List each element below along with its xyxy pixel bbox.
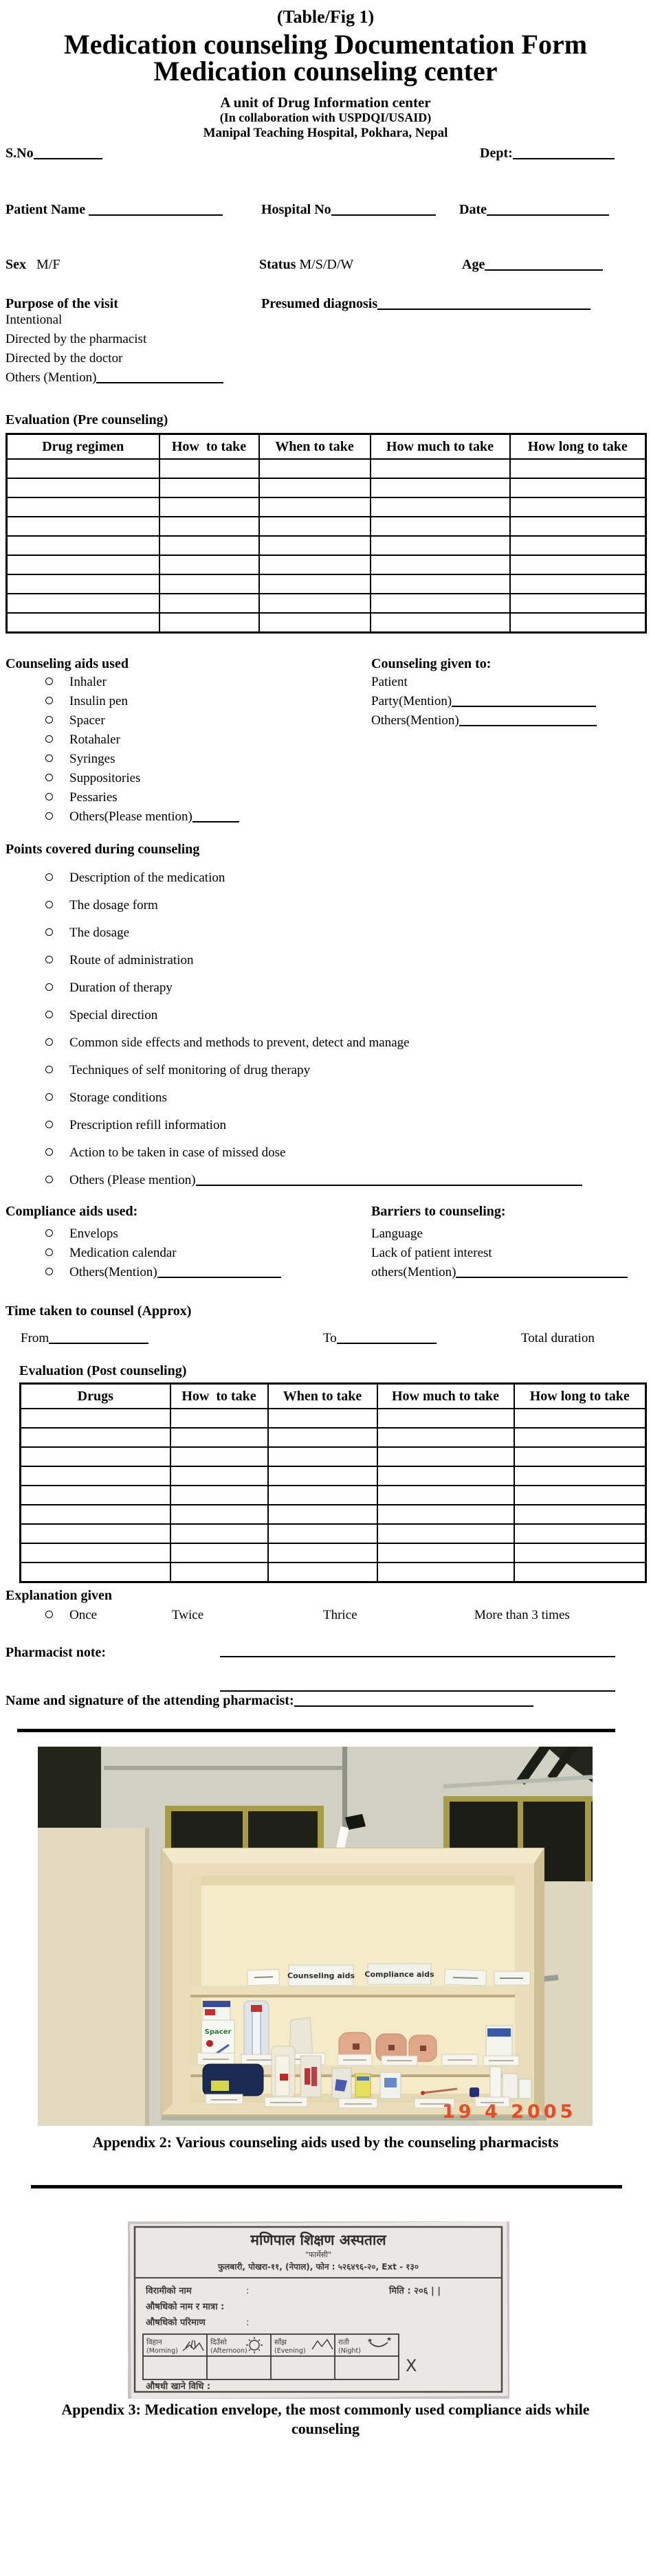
col-drug-regimen: Drug regimen: [7, 434, 159, 460]
circle-bullet-icon: [45, 735, 53, 743]
blue-cap: [470, 2087, 479, 2097]
barriers-title: Barriers to counseling:: [371, 1204, 506, 1219]
sno-label: S.No: [5, 146, 34, 161]
page-title: Medication counseling Documentation Form: [63, 29, 588, 60]
unit-line: A unit of Drug Information center: [220, 94, 431, 111]
point-item-others: Others (Please mention): [45, 1173, 582, 1188]
table-row: [7, 555, 646, 574]
circle-bullet-icon: [45, 793, 53, 800]
explanation-thrice: Thrice: [323, 1608, 357, 1622]
syringe-pack: [300, 2056, 321, 2097]
point-item: Description of the medication: [45, 871, 225, 886]
time-evening-en: (Evening): [274, 2347, 306, 2355]
explanation-title: Explanation given: [5, 1588, 113, 1603]
checklist-item: Inhaler: [45, 675, 107, 690]
appendix3-caption-line1: Appendix 3: Medication envelope, the most commonly used compliance aids while: [61, 2401, 590, 2418]
col-drugs: Drugs: [21, 1384, 170, 1409]
purpose-option: Intentional: [5, 313, 63, 327]
envelope-address: फुलबारी, पोखरा-११, (नेपाल), फोन : ५२६४९६-२०, Ext - १३०: [217, 2262, 419, 2272]
given-to-item: Patient: [371, 675, 408, 689]
checklist-item: Pessaries: [45, 790, 118, 805]
table-row: [7, 497, 646, 517]
envelope-hospital-name: मणिपाल शिक्षण अस्पताल: [250, 2232, 386, 2248]
circle-bullet-icon: [45, 873, 53, 881]
note-line: [220, 1644, 615, 1657]
table-row: [21, 1466, 646, 1486]
points-title: Points covered during counseling: [5, 842, 200, 857]
point-item: Common side effects and methods to prevent, detect and manage: [45, 1035, 410, 1051]
blank-line: [294, 1694, 533, 1707]
pharmacist-note-label: Pharmacist note:: [5, 1645, 107, 1660]
table-row: [7, 613, 646, 633]
blank-line: [456, 1266, 628, 1278]
envelope-qty-label: औषधिको परिमाण: [146, 2318, 206, 2328]
circle-bullet-icon: [45, 1176, 53, 1183]
col-how-much: How much to take: [371, 434, 510, 460]
table-row: [7, 574, 646, 594]
table-row: [21, 1409, 646, 1428]
circle-bullet-icon: [45, 1093, 53, 1101]
blank-line: [157, 1266, 281, 1278]
blank-line: [34, 147, 102, 159]
point-item: Special direction: [45, 1008, 157, 1023]
checklist-item: Spacer: [45, 713, 105, 728]
appendix2-photo: [38, 1747, 593, 2129]
hospital-no-field: [261, 202, 436, 218]
circle-bullet-icon: [45, 677, 53, 685]
circle-bullet-icon: [45, 1611, 53, 1618]
pre-eval-title: Evaluation (Pre counseling): [5, 412, 168, 427]
checklist-item: Insulin pen: [45, 694, 128, 709]
circle-bullet-icon: [45, 1066, 53, 1073]
conduit-pipe: [104, 1766, 346, 1770]
blank-line: [487, 203, 609, 216]
blank-line: [89, 203, 223, 216]
envelope-med-label: औषधिको नाम र मात्रा :: [146, 2302, 225, 2312]
col-how-long: How long to take: [514, 1384, 646, 1409]
medication-envelope-photo: [128, 2221, 509, 2399]
sex-value: M/F: [36, 257, 60, 272]
col-when-to-take: When to take: [268, 1384, 377, 1409]
point-item: Prescription refill information: [45, 1118, 226, 1133]
dept-field: [480, 146, 615, 161]
col-how-much: How much to take: [377, 1384, 514, 1409]
purpose-option: Directed by the pharmacist: [5, 332, 147, 346]
compliance-title: Compliance aids used:: [5, 1204, 138, 1219]
compliance-item-others: Others(Mention): [45, 1265, 281, 1280]
hospital-no-label: Hospital No: [261, 202, 331, 217]
time-night-en: (Night): [338, 2347, 361, 2355]
purpose-option: Directed by the doctor: [5, 351, 123, 366]
point-item: Techniques of self monitoring of drug therapy: [45, 1063, 310, 1078]
envelope-pharmacy: "फार्मेसी": [305, 2250, 332, 2259]
barrier-item: Language: [371, 1227, 423, 1241]
time-afternoon-en: (Afternoon): [210, 2347, 247, 2355]
appendix3-caption-line2: counseling: [291, 2420, 360, 2437]
status-value: M/S/D/W: [299, 257, 354, 272]
svg-text::: :: [246, 2286, 250, 2296]
checklist-item-others: Others(Please mention): [45, 809, 239, 825]
circle-bullet-icon: [45, 754, 53, 762]
time-night-np: राती: [338, 2338, 349, 2347]
barrier-item-others: others(Mention): [371, 1265, 628, 1280]
sno-field: [5, 146, 102, 161]
patient-name-label: Patient Name: [5, 202, 86, 217]
purpose-option-others: Others (Mention): [5, 370, 223, 385]
table-row: [7, 459, 646, 478]
status-field: [259, 257, 353, 273]
table-row: [21, 1447, 646, 1466]
blank-line: [331, 203, 436, 216]
table-header-row: [21, 1384, 646, 1409]
circle-bullet-icon: [45, 928, 53, 936]
section-divider: [31, 2185, 622, 2188]
given-to-title: Counseling given to:: [371, 656, 492, 671]
age-label: Age: [462, 257, 485, 272]
time-morning-np: विहान: [146, 2338, 162, 2347]
sex-field: [5, 257, 60, 273]
svg-text::: :: [246, 2318, 250, 2328]
envelope-method-label: औषधी खाने विधि :: [146, 2382, 211, 2392]
point-item: The dosage form: [45, 898, 158, 913]
checklist-item: Rotahaler: [45, 732, 120, 748]
envelope-x-mark: X: [406, 2356, 417, 2375]
circle-bullet-icon: [45, 1248, 53, 1256]
shelf-board: [190, 1986, 515, 1995]
checklist-item: Syringes: [45, 752, 115, 767]
blank-line: [49, 1332, 148, 1344]
presumed-diagnosis-field: [261, 296, 591, 312]
table-row: [21, 1505, 646, 1524]
navy-pouch: [203, 2064, 263, 2096]
envelope-patient-label: विरामीको नाम: [146, 2286, 192, 2296]
circle-bullet-icon: [45, 983, 53, 991]
point-item: Route of administration: [45, 953, 193, 968]
blank-line: [485, 258, 603, 271]
circle-bullet-icon: [45, 697, 53, 704]
left-panel: [38, 1828, 149, 2126]
barrier-item: Lack of patient interest: [371, 1246, 492, 1260]
patient-name-field: [5, 202, 223, 218]
time-taken-title: Time taken to counsel (Approx): [5, 1303, 192, 1319]
checklist-item: Suppositories: [45, 771, 140, 786]
table-header-row: [7, 434, 646, 460]
time-morning-en: (Morning): [146, 2347, 178, 2355]
date-stamp: 19 4 2005: [442, 2101, 577, 2123]
table-row: [7, 517, 646, 536]
blank-line: [377, 298, 591, 310]
from-field: From: [21, 1331, 148, 1346]
table-row: [7, 594, 646, 613]
note-line: [220, 1678, 615, 1692]
circle-bullet-icon: [45, 956, 53, 963]
signature-label: Name and signature of the attending pharmacist:: [5, 1693, 294, 1708]
compliance-item: Medication calendar: [45, 1246, 177, 1261]
signature-field: [5, 1693, 533, 1709]
counseling-aids-shelf-photo: [38, 1747, 593, 2126]
col-how-long: How long to take: [510, 434, 646, 460]
circle-bullet-icon: [45, 1148, 53, 1156]
circle-bullet-icon: [45, 1229, 53, 1237]
point-item: The dosage: [45, 926, 129, 941]
date-field: [459, 202, 609, 218]
col-when-to-take: When to take: [259, 434, 371, 460]
yellow-sticker: [211, 2081, 229, 2091]
spacer-box-label: Spacer: [204, 2028, 232, 2036]
blank-line: [96, 371, 223, 383]
time-evening-np: साँझ: [274, 2338, 287, 2347]
svg-text:★: ★: [386, 2336, 393, 2343]
appendix3-photo: [128, 2221, 509, 2402]
circle-bullet-icon: [45, 1268, 53, 1275]
collaboration-line: (In collaboration with USPDQI/USAID): [219, 111, 432, 124]
section-divider: [17, 1729, 615, 1732]
given-to-item: Others(Mention): [371, 713, 597, 728]
shelf-card-compliance-aids: Compliance aids: [364, 1970, 434, 1979]
blank-line: [192, 810, 239, 822]
point-item: Storage conditions: [45, 1090, 167, 1106]
circle-bullet-icon: [45, 1038, 53, 1046]
table-row: [21, 1486, 646, 1505]
svg-text:★: ★: [367, 2338, 373, 2344]
presumed-diagnosis-label: Presumed diagnosis: [261, 296, 378, 311]
hospital-line: Manipal Teaching Hospital, Pokhara, Nepal: [203, 126, 448, 140]
circle-bullet-icon: [45, 774, 53, 781]
blank-line: [513, 147, 615, 159]
col-how-to-take: How to take: [159, 434, 259, 460]
appendix2-caption: Appendix 2: Various counseling aids used by the counseling pharmacists: [92, 2133, 559, 2151]
table-row: [21, 1563, 646, 1582]
figure-label: (Table/Fig 1): [276, 7, 375, 27]
page-subtitle-center: Medication counseling center: [153, 56, 498, 87]
blank-line: [337, 1332, 437, 1344]
table-row: [21, 1543, 646, 1563]
compliance-item: Envelops: [45, 1227, 118, 1242]
circle-bullet-icon: [45, 901, 53, 908]
explanation-more: More than 3 times: [474, 1608, 570, 1622]
table-row: [21, 1428, 646, 1447]
age-field: [462, 257, 603, 273]
small-box: [519, 2079, 531, 2098]
post-eval-title: Evaluation (Post counseling): [19, 1363, 187, 1378]
blank-line: [452, 695, 596, 707]
table-row: [21, 1524, 646, 1543]
point-item: Duration of therapy: [45, 981, 173, 996]
sex-label: Sex: [5, 257, 26, 272]
given-to-item: Party(Mention): [371, 694, 596, 709]
table-row: [7, 478, 646, 497]
blank-line: [196, 1174, 582, 1186]
purpose-title: Purpose of the visit: [5, 296, 118, 311]
status-label: Status: [259, 257, 296, 272]
time-afternoon-np: दिउँसो: [210, 2338, 227, 2347]
circle-bullet-icon: [45, 812, 53, 820]
blank-line: [459, 714, 597, 726]
col-how-to-take: How to take: [170, 1384, 268, 1409]
dept-label: Dept:: [480, 146, 513, 161]
post-eval-table: [19, 1382, 647, 1583]
small-box: [503, 2074, 518, 2098]
total-duration-label: Total duration: [521, 1331, 595, 1345]
date-label: Date: [459, 202, 487, 217]
explanation-once: Once: [45, 1608, 97, 1623]
point-item: Action to be taken in case of missed dose: [45, 1145, 285, 1161]
small-box: [490, 2067, 501, 2098]
explanation-twice: Twice: [172, 1608, 204, 1622]
envelope-date-label: मिति : २०६ | |: [389, 2286, 441, 2296]
table-row: [7, 536, 646, 555]
shelf-card-counseling-aids: Counseling aids: [287, 1971, 355, 1980]
circle-bullet-icon: [45, 716, 53, 724]
circle-bullet-icon: [45, 1121, 53, 1128]
to-field: To: [323, 1331, 437, 1346]
pre-eval-table: [5, 433, 647, 634]
circle-bullet-icon: [45, 1011, 53, 1018]
aids-used-title: Counseling aids used: [5, 656, 129, 671]
